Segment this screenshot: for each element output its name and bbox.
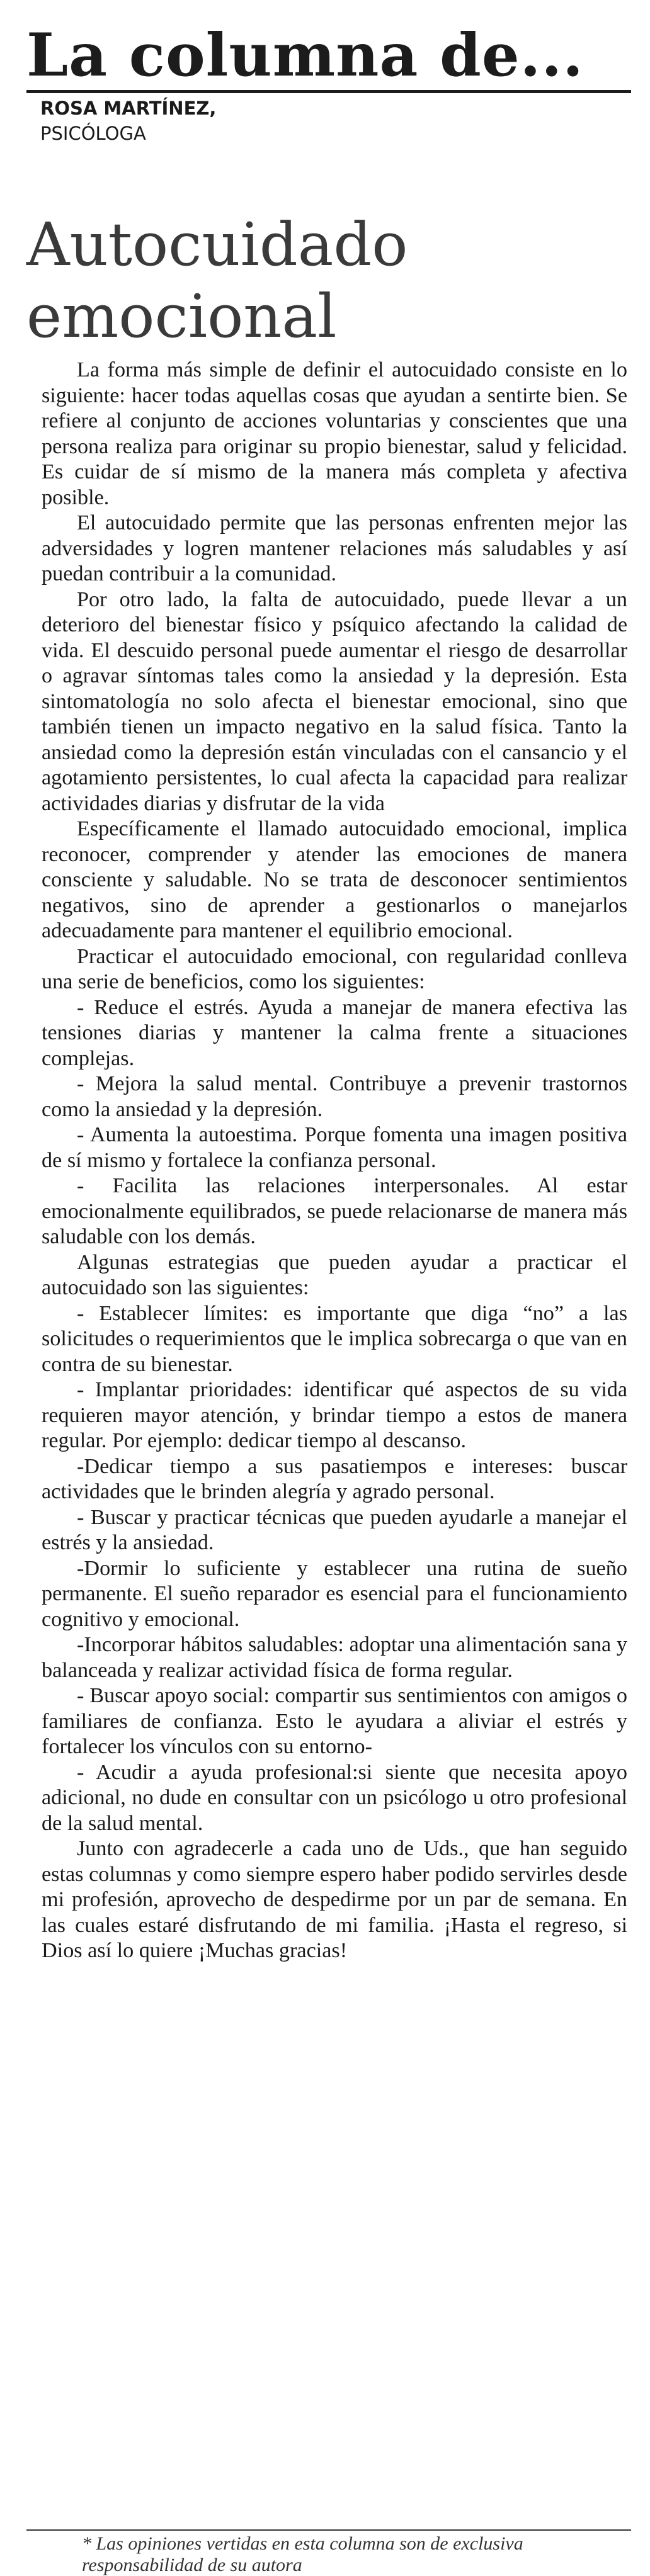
article-paragraph: Por otro lado, la falta de autocuidado, puede llevar a un deterioro del bienestar físico y psíquico afectando la calidad de vida. El descuido personal puede aumentar el riesgo de desarrollar o agravar síntomas tales como la ansiedad y la depresión. Esta sintomatología no solo afecta el bienestar emocional, sino que también tienen un impacto negativo en la salud física. Tanto la ansiedad como la depresión están vinculadas con el cansancio y el agotamiento persistentes, lo cual afecta la capacidad para realizar actividades diarias y disfrutar de la vida	[42, 587, 627, 815]
footer-divider	[26, 2529, 631, 2531]
benefit-item: - Mejora la salud mental. Contribuye a prevenir trastornos como la ansiedad y la depresión.	[42, 1072, 627, 1121]
benefit-item: - Facilita las relaciones interpersonales. Al estar emocionalmente equilibrados, se puede relacionarse de manera más saludable con los demás.	[42, 1174, 627, 1248]
article-body	[42, 358, 627, 1964]
article-title-line-1: Autocuidado	[26, 210, 408, 280]
article-paragraph: La forma más simple de definir el autocuidado consiste en lo siguiente: hacer todas aquellas cosas que ayudan a sentirte bien. Se refiere al conjunto de acciones voluntarias y conscientes que una persona realiza para originar su propio bienestar, salud y felicidad. Es cuidar de sí mismo de la manera más completa y afectiva posible.	[42, 358, 627, 509]
strategy-item: - Buscar apoyo social: compartir sus sentimientos con amigos o familiares de confianza. Esto le ayudara a aliviar el estrés y fortalecer los vínculos con su entorno-	[42, 1684, 627, 1758]
header-divider	[26, 90, 631, 93]
article-paragraph: Algunas estrategias que pueden ayudar a practicar el autocuidado son las siguientes:	[42, 1250, 627, 1299]
strategy-item: - Implantar prioridades: identificar qué aspectos de su vida requieren mayor atención, y brindar tiempo a estos de manera regular. Por ejemplo: dedicar tiempo al descanso.	[42, 1378, 627, 1452]
article-paragraph: Practicar el autocuidado emocional, con regularidad conlleva una serie de beneficios, como los siguientes:	[42, 944, 627, 993]
column-header: La columna de...	[26, 21, 584, 90]
strategy-item: - Buscar y practicar técnicas que pueden ayudarle a manejar el estrés y la ansiedad.	[42, 1505, 627, 1554]
author-role: PSICÓLOGA	[40, 123, 146, 144]
article-title	[26, 209, 631, 353]
strategy-item: -Dedicar tiempo a sus pasatiempos e intereses: buscar actividades que le brinden alegría y agrado personal.	[42, 1454, 627, 1503]
author-name: ROSA MARTÍNEZ,	[40, 98, 217, 119]
strategy-item: - Acudir a ayuda profesional:si siente que necesita apoyo adicional, no dude en consultar con un psicólogo u otro profesional de la salud mental.	[42, 1760, 627, 1835]
strategy-item: -Dormir lo suficiente y establecer una rutina de sueño permanente. El sueño reparador es esencial para el funcionamiento cognitivo y emocional.	[42, 1556, 627, 1631]
article-paragraph: Específicamente el llamado autocuidado emocional, implica reconocer, comprender y atender las emociones de manera consciente y saludable. No se trata de desconocer sentimientos negativos, sino de aprender a gestionarlos o manejarlos adecuadamente para mantener el equilibrio emocional.	[42, 817, 627, 942]
article-paragraph: El autocuidado permite que las personas enfrenten mejor las adversidades y logren mantener relaciones más saludables y así puedan contribuir a la comunidad.	[42, 511, 627, 585]
benefit-item: - Aumenta la autoestima. Porque fomenta una imagen positiva de sí mismo y fortalece la confianza personal.	[42, 1123, 627, 1172]
article-title-line-2: emocional	[26, 281, 337, 351]
strategy-item: - Establecer límites: es importante que diga “no” a las solicitudes o requerimientos que le implica sobrecarga o que van en contra de su bienestar.	[42, 1301, 627, 1376]
benefit-item: - Reduce el estrés. Ayuda a manejar de manera efectiva las tensiones diarias y mantener la calma frente a situaciones complejas.	[42, 995, 627, 1070]
disclaimer-footnote: * Las opiniones vertidas en esta columna son de exclusiva responsabilidad de su autora	[82, 2533, 523, 2575]
strategy-item: -Incorporar hábitos saludables: adoptar una alimentación sana y balanceada y realizar actividad física de forma regular.	[42, 1633, 627, 1682]
author-byline	[40, 96, 216, 146]
closing-paragraph: Junto con agradecerle a cada uno de Uds., que han seguido estas columnas y como siempre espero haber podido servirles desde mi profesión, aprovecho de despedirme por un par de semana. En las cuales estaré disfrutando de mi familia. ¡Hasta el regreso, si Dios así lo quiere ¡Muchas gracias!	[42, 1837, 627, 1962]
